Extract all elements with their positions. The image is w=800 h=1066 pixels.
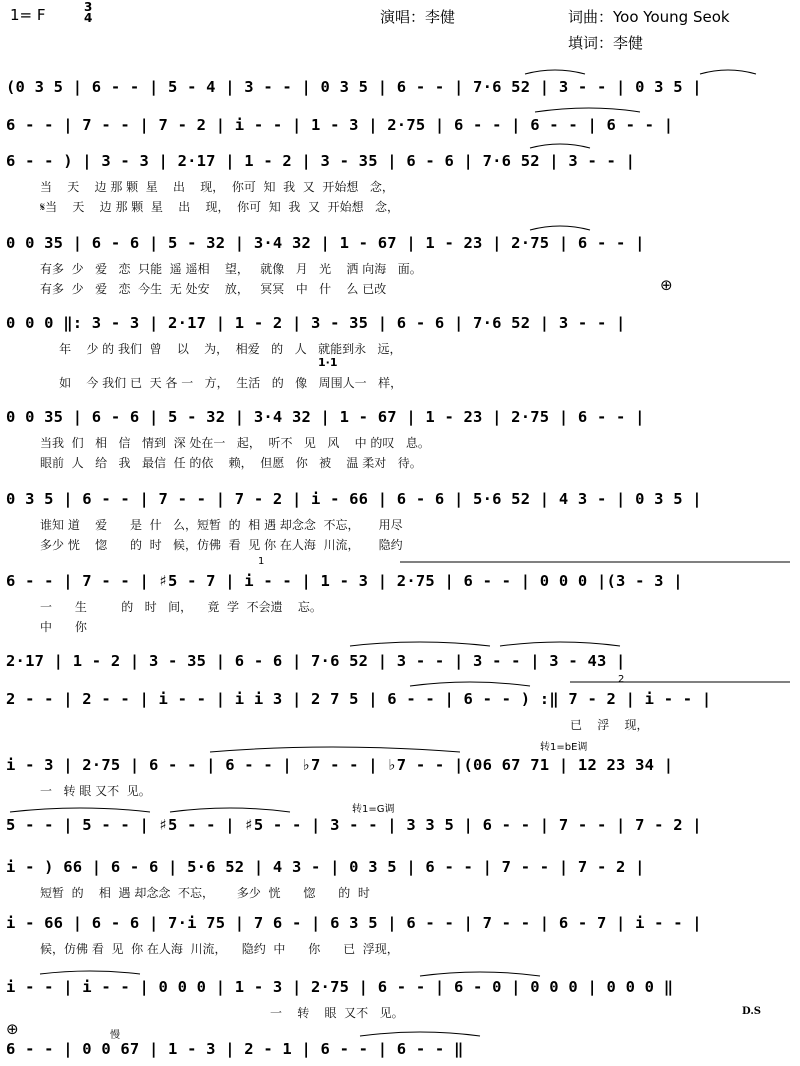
lyric-line-7a: 谁知 道 爱 是 什 么，短暂 的 相 遇 却念念 不忘， 用尽 <box>40 518 403 532</box>
notation-row-16: 6 - - | 0 0 67 | 1 - 3 | 2 - 1 | 6 - - | 6 - - ‖ <box>6 1040 464 1058</box>
notation-row-7: 0 3 5 | 6 - - | 7 - - | 7 - 2 | i - 66 | 6 - 6 | 5·6 52 | 4 3 - | 0 3 5 | <box>6 490 702 508</box>
lyric-line-4a: 有多 少 爱 恋 只能 遥 遥相 望， 就像 月 光 洒 向海 面。 <box>40 262 422 276</box>
volta-note-11: 1·1 <box>318 356 338 369</box>
notation-row-3: 6 - - ) | 3 - 3 | 2·17 | 1 - 2 | 3 - 35 | 6 - 6 | 7·6 52 | 3 - - | <box>6 152 636 170</box>
lyric-line-5a: 年 少 的 我们 曾 以 为， 相爱 的 人 就能到永 远， <box>40 342 402 356</box>
coda-sign: ⊕ <box>660 276 673 294</box>
lyric-line-15: 一 转 眼 又不 见。 <box>270 1006 404 1020</box>
notation-row-9: 2·17 | 1 - 2 | 3 - 35 | 6 - 6 | 7·6 52 | 3 - - | 3 - - | 3 - 43 | <box>6 652 626 670</box>
key-change-G: 转1=G调 <box>352 804 395 815</box>
notation-row-1: (0 3 5 | 6 - - | 5 - 4 | 3 - - | 0 3 5 | 6 - - | 7·6 52 | 3 - - | 0 3 5 | <box>6 78 702 96</box>
tempo-slow: 慢 <box>110 1030 120 1041</box>
notation-row-10: 2 - - | 2 - - | i - - | i i 3 | 2 7 5 | 6 - - | 6 - - ) :‖ 7 - 2 | i - - | <box>6 690 712 708</box>
notation-row-5: 0 0 0 ‖: 3 - 3 | 2·17 | 1 - 2 | 3 - 35 | 6 - 6 | 7·6 52 | 3 - - | <box>6 314 626 332</box>
notation-row-6: 0 0 35 | 6 - 6 | 5 - 32 | 3·4 32 | 1 - 67 | 1 - 23 | 2·75 | 6 - - | <box>6 408 645 426</box>
notation-row-2: 6 - - | 7 - - | 7 - 2 | i - - | 1 - 3 | 2·75 | 6 - - | 6 - - | 6 - - | <box>6 116 674 134</box>
lyric-line-10: 已 浮 现， <box>570 718 649 732</box>
key-signature: 1= F <box>10 6 46 24</box>
dal-segno-mark: D.S <box>742 1006 762 1017</box>
lyric-line-7b: 多少 恍 惚 的 时 候，仿佛 看 见 你 在人海 川流， 隐约 <box>40 538 403 552</box>
notation-row-15: i - - | i - - | 0 0 0 | 1 - 3 | 2·75 | 6 - - | 6 - 0 | 0 0 0 | 0 0 0 ‖ <box>6 978 674 996</box>
lyric-line-13: 短暂 的 相 遇 却念念 不忘， 多少 恍 惚 的 时 <box>40 886 370 900</box>
lyric-line-3b: 𝄋当 天 边 那 颗 星 出 现， 你可 知 我 又 开始想 念， <box>40 200 400 214</box>
lyric-line-8b: 中 你 <box>40 620 87 634</box>
volta-1-label: 1 <box>258 556 265 567</box>
coda-sign-end: ⊕ <box>6 1020 19 1038</box>
notation-row-14: i - 66 | 6 - 6 | 7·i 75 | 7 6 - | 6 3 5 | 6 - - | 7 - - | 6 - 7 | i - - | <box>6 914 702 932</box>
time-signature-top: 3 <box>84 0 93 14</box>
lyricist-credit: 填词：李健 <box>568 34 644 52</box>
lyric-line-11: 一 转 眼 又不 见。 <box>40 784 151 798</box>
lyric-line-6b: 眼前 人 给 我 最信 任 的依 赖， 但愿 你 被 温 柔对 待。 <box>40 456 422 470</box>
lyric-line-3a: 当 天 边 那 颗 星 出 现， 你可 知 我 又 开始想 念， <box>40 180 394 194</box>
notation-row-8: 6 - - | 7 - - | ♯5 - 7 | i - - | 1 - 3 | 2·75 | 6 - - | 0 0 0 |(3 - 3 | <box>6 572 683 590</box>
lyric-line-14: 候，仿佛 看 见 你 在人海 川流， 隐约 中 你 已 浮现， <box>40 942 399 956</box>
singer-credit: 演唱：李健 <box>380 8 456 26</box>
time-signature-bottom: 4 <box>84 11 93 25</box>
key-change-bE: 转1=bE调 <box>540 742 588 753</box>
lyric-line-5b: 如 今 我们 已 天 各 一 方， 生活 的 像 周围人一 样， <box>40 376 403 390</box>
notation-row-13: i - ) 66 | 6 - 6 | 5·6 52 | 4 3 - | 0 3 5 | 6 - - | 7 - - | 7 - 2 | <box>6 858 645 876</box>
lyric-line-8a: 一 生 的 时 间， 竟 学 不会遗 忘。 <box>40 600 322 614</box>
volta-2-label: 2 <box>618 674 625 685</box>
notation-row-11: i - 3 | 2·75 | 6 - - | 6 - - | ♭7 - - | ♭7 - - |(06 67 71 | 12 23 34 | <box>6 756 674 774</box>
notation-row-12: 5 - - | 5 - - | ♯5 - - | ♯5 - - | 3 - - | 3 3 5 | 6 - - | 7 - - | 7 - 2 | <box>6 816 702 834</box>
lyric-line-4b: 有多 少 爱 恋 今生 无 处安 放， 冥冥 中 什 么 已改 <box>40 282 387 296</box>
composer-credit: 词曲：Yoo Young Seok <box>568 8 730 26</box>
notation-row-4: 0 0 35 | 6 - 6 | 5 - 32 | 3·4 32 | 1 - 67 | 1 - 23 | 2·75 | 6 - - | <box>6 234 645 252</box>
lyric-line-6a: 当我 们 相 信 情到 深 处在一 起， 听不 见 风 中 的叹 息。 <box>40 436 430 450</box>
